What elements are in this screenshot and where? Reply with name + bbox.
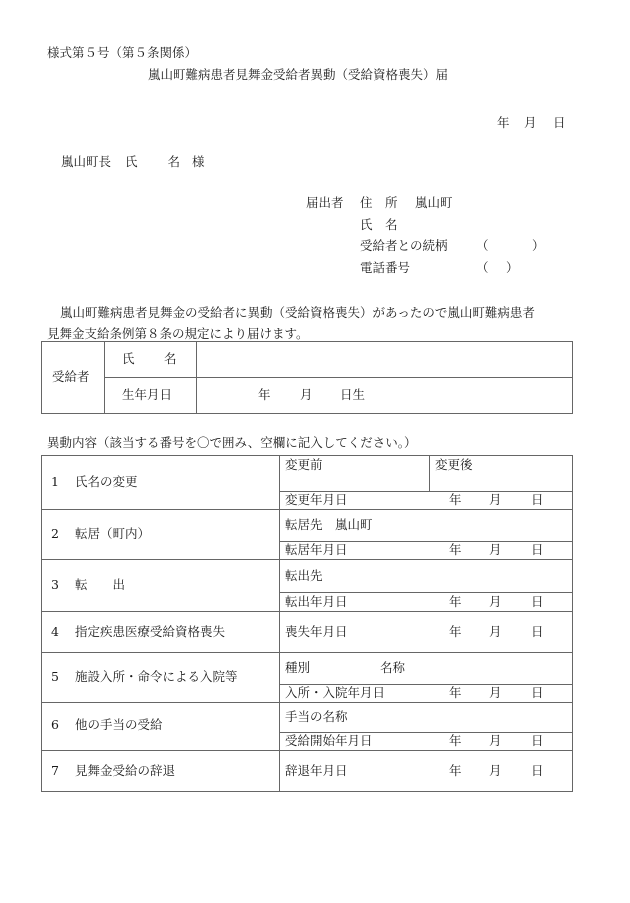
table-rule bbox=[41, 791, 573, 792]
year-unit: 年 bbox=[449, 763, 462, 778]
birth-year-label: 年 bbox=[258, 387, 271, 402]
phone-label: 電話番号 bbox=[360, 260, 411, 275]
relation-open-paren: （ bbox=[476, 238, 489, 253]
table-rule bbox=[279, 592, 573, 593]
table-rule bbox=[41, 509, 573, 510]
change-row-number: 3 bbox=[51, 577, 59, 592]
change-row-label: 他の手当の受給 bbox=[75, 717, 163, 732]
change-row-number: 4 bbox=[51, 624, 59, 639]
table-rule bbox=[41, 341, 42, 414]
day-unit: 日 bbox=[531, 624, 544, 639]
day-unit: 日 bbox=[531, 733, 544, 748]
change-date-label: 喪失年月日 bbox=[285, 624, 348, 639]
birth-day-label: 日生 bbox=[340, 387, 366, 402]
name-label-1: 氏 bbox=[360, 217, 373, 232]
after-label: 変更後 bbox=[435, 457, 473, 472]
month-unit: 月 bbox=[489, 542, 502, 557]
table-rule bbox=[41, 455, 573, 456]
facility-name-label: 名称 bbox=[380, 660, 406, 675]
month-unit: 月 bbox=[489, 492, 502, 507]
relation-close-paren: ） bbox=[532, 238, 545, 253]
change-date-label: 転居年月日 bbox=[285, 542, 348, 557]
month-unit: 月 bbox=[489, 594, 502, 609]
change-row-number: 7 bbox=[51, 763, 59, 778]
addressee-name-1: 氏 bbox=[125, 154, 138, 169]
recipient-name-label-2: 名 bbox=[164, 351, 177, 366]
recipient-birth-label: 生年月日 bbox=[122, 387, 173, 402]
before-label: 変更前 bbox=[285, 457, 323, 472]
year-unit: 年 bbox=[449, 733, 462, 748]
table-rule bbox=[41, 611, 573, 612]
table-rule bbox=[41, 559, 573, 560]
year-unit: 年 bbox=[449, 624, 462, 639]
addressee bbox=[61, 156, 205, 169]
changes-section-label: 異動内容（該当する番号を〇で囲み、空欄に記入してください。） bbox=[47, 435, 417, 450]
move-destination-label: 転居先 嵐山町 bbox=[285, 517, 373, 532]
applicant-label: 届出者 bbox=[306, 195, 344, 210]
document-title: 嵐山町難病患者見舞金受給者異動（受給資格喪失）届 bbox=[148, 67, 449, 82]
change-row-label: 氏名の変更 bbox=[75, 474, 138, 489]
table-rule bbox=[279, 455, 280, 792]
body-line-2: 見舞金支給条例第８条の規定により届けます。 bbox=[47, 326, 309, 341]
body-text bbox=[47, 302, 587, 344]
change-row-number: 2 bbox=[51, 526, 59, 541]
change-row-number: 6 bbox=[51, 717, 59, 732]
change-row-number: 1 bbox=[51, 474, 59, 489]
allowance-name-label: 手当の名称 bbox=[285, 709, 348, 724]
year-unit: 年 bbox=[449, 685, 462, 700]
body-line-1: 嵐山町難病患者見舞金の受給者に異動（受給資格喪失）があったので嵐山町難病患者 bbox=[60, 305, 535, 320]
address-label-1: 住 bbox=[360, 195, 373, 210]
day-unit: 日 bbox=[531, 763, 544, 778]
year-unit: 年 bbox=[449, 492, 462, 507]
table-rule bbox=[429, 455, 430, 491]
form-number: 様式第５号（第５条関係） bbox=[47, 45, 198, 60]
change-date-label: 辞退年月日 bbox=[285, 763, 348, 778]
change-date-label: 変更年月日 bbox=[285, 492, 348, 507]
day-unit: 日 bbox=[531, 492, 544, 507]
change-date-label: 転出年月日 bbox=[285, 594, 348, 609]
change-row-label: 指定疾患医療受給資格喪失 bbox=[75, 624, 226, 639]
recipient-group-label: 受給者 bbox=[52, 369, 90, 384]
table-rule bbox=[41, 652, 573, 653]
table-rule bbox=[41, 455, 42, 792]
addressee-suffix: 様 bbox=[192, 154, 205, 169]
change-row-label: 転 出 bbox=[75, 577, 126, 592]
addressee-prefix: 嵐山町長 bbox=[61, 154, 112, 169]
table-rule bbox=[104, 341, 105, 414]
change-row-label: 見舞金受給の辞退 bbox=[75, 763, 176, 778]
day-unit: 日 bbox=[531, 542, 544, 557]
phone-close-paren: ） bbox=[506, 260, 519, 275]
relation-label: 受給者との続柄 bbox=[360, 238, 448, 253]
type-label: 種別 bbox=[285, 660, 311, 675]
addressee-name-2: 名 bbox=[167, 154, 181, 169]
table-rule bbox=[41, 413, 573, 414]
table-rule bbox=[104, 377, 573, 378]
table-rule bbox=[41, 750, 573, 751]
name-label-2: 名 bbox=[385, 217, 398, 232]
recipient-name-label-1: 氏 bbox=[122, 351, 135, 366]
change-row-label: 施設入所・命令による入院等 bbox=[75, 669, 238, 684]
table-rule bbox=[572, 341, 573, 414]
change-row-number: 5 bbox=[51, 669, 59, 684]
date-day-label: 日 bbox=[553, 115, 566, 130]
phone-open-paren: （ bbox=[476, 260, 489, 275]
year-unit: 年 bbox=[449, 542, 462, 557]
month-unit: 月 bbox=[489, 624, 502, 639]
table-rule bbox=[41, 702, 573, 703]
birth-month-label: 月 bbox=[300, 387, 313, 402]
change-date-label: 入所・入院年月日 bbox=[285, 685, 386, 700]
day-unit: 日 bbox=[531, 685, 544, 700]
recipient-name-field[interactable] bbox=[197, 342, 572, 377]
month-unit: 月 bbox=[489, 733, 502, 748]
date-year-label: 年 bbox=[497, 115, 510, 130]
address-label-2: 所 bbox=[385, 195, 398, 210]
year-unit: 年 bbox=[449, 594, 462, 609]
address-value[interactable]: 嵐山町 bbox=[415, 195, 453, 210]
date-month-label: 月 bbox=[524, 115, 537, 130]
month-unit: 月 bbox=[489, 685, 502, 700]
table-rule bbox=[572, 455, 573, 792]
change-row-label: 転居（町内） bbox=[75, 526, 151, 541]
change-date-label: 受給開始年月日 bbox=[285, 733, 373, 748]
month-unit: 月 bbox=[489, 763, 502, 778]
moveout-destination-label: 転出先 bbox=[285, 568, 323, 583]
day-unit: 日 bbox=[531, 594, 544, 609]
